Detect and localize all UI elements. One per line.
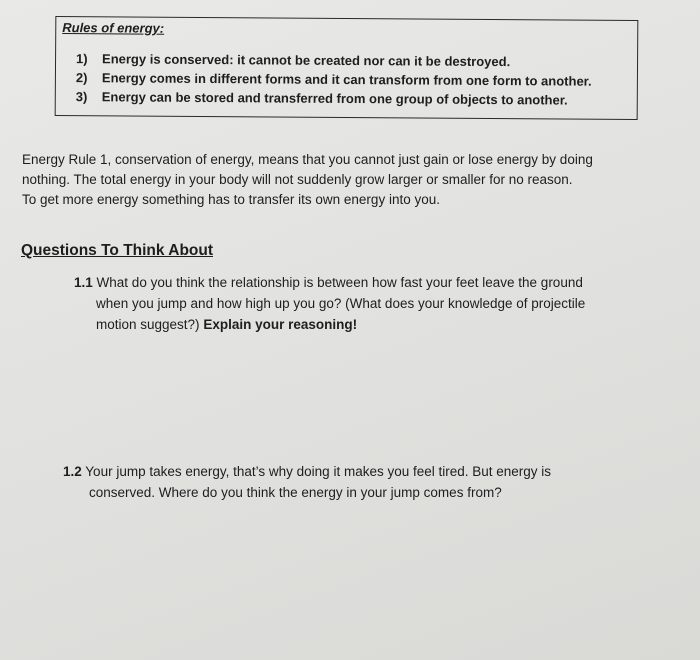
- rule-number: 1): [76, 51, 88, 67]
- rule-text: Energy is conserved: it cannot be created nor can it be destroyed.: [102, 51, 511, 70]
- question-line: conserved. Where do you think the energy in your jump comes from?: [89, 485, 502, 500]
- question-line: What do you think the relationship is between how fast your feet leave the ground: [96, 275, 583, 290]
- rules-of-energy-box: [55, 16, 639, 120]
- paragraph-line: Energy Rule 1, conservation of energy, means that you cannot just gain or lose energy by doing: [22, 152, 593, 167]
- question-1-2: [63, 461, 551, 503]
- question-line: when you jump and how high up you go? (What does your knowledge of projectile: [96, 296, 586, 311]
- question-1-1: [74, 272, 585, 335]
- question-emphasis: Explain your reasoning!: [203, 317, 358, 332]
- rule-text: Energy comes in different forms and it can transform from one form to another.: [101, 70, 592, 89]
- rule-item-1: [76, 51, 510, 69]
- questions-heading: Questions To Think About: [21, 242, 214, 259]
- rule-number: 2): [75, 70, 88, 86]
- rule-number: 3): [75, 89, 88, 105]
- question-number: 1.2: [63, 464, 82, 479]
- question-line: motion suggest?): [96, 317, 200, 332]
- paragraph-line: To get more energy something has to transfer its own energy into you.: [22, 192, 440, 207]
- rule-text: Energy can be stored and transferred from one group of objects to another.: [101, 89, 568, 108]
- rule-item-2: [76, 70, 592, 89]
- question-line: Your jump takes energy, that’s why doing it makes you feel tired. But energy is: [85, 464, 552, 479]
- question-number: 1.1: [74, 275, 93, 290]
- rules-title: Rules of energy:: [62, 20, 165, 36]
- paragraph-line: nothing. The total energy in your body will not suddenly grow larger or smaller for no reason.: [22, 172, 573, 187]
- explanation-paragraph: [22, 150, 682, 210]
- rule-item-3: [76, 89, 568, 107]
